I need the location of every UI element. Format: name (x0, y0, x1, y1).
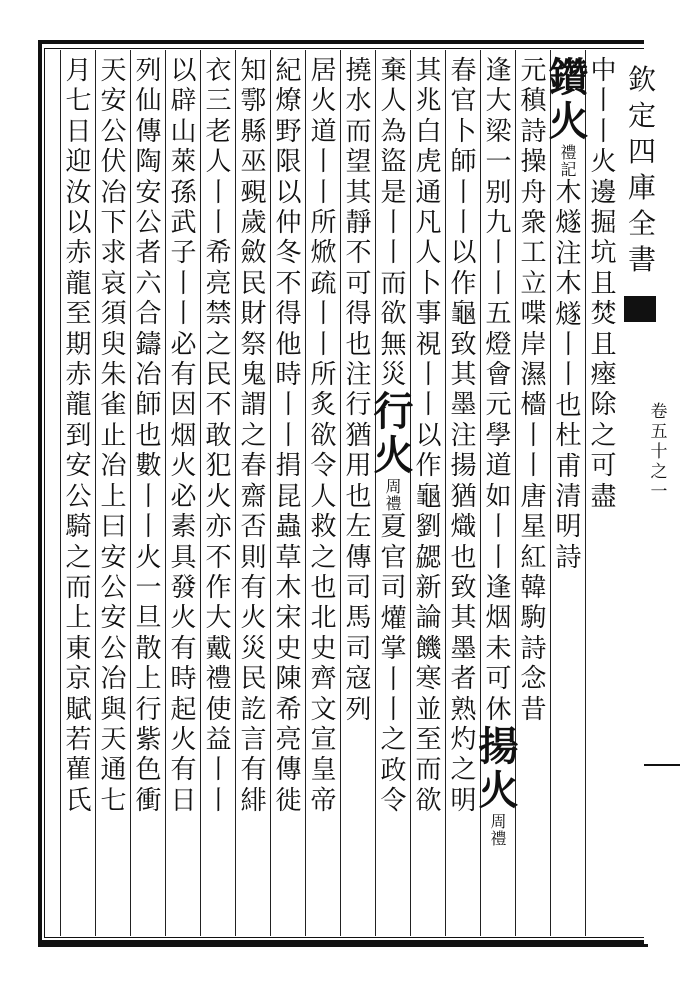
text-column-2 (548, 54, 589, 936)
text-column-6 (412, 56, 445, 936)
body-text: 列 仙 傳 陶 安 公 者 六 合 鑄 冶 師 也 數 丨 丨 火 一 旦 散 上 行 紫 色 衝 (135, 56, 162, 816)
body-text: 以 辟 山 萊 孫 武 子 丨 丨 必 有 因 烟 火 必 素 具 發 火 有 時 起 火 有 日 (170, 56, 197, 816)
body-text: 居 火 道 丨 丨 所 焮 疏 丨 丨 所 炙 欲 令 人 救 之 也 北 史 齊 文 宣 皇 帝 (310, 56, 337, 816)
text-column-3 (517, 56, 550, 936)
text-column-9 (307, 56, 340, 936)
text-column-13 (167, 56, 200, 936)
text-column-16 (62, 56, 95, 936)
body-text: 撓 水 而 望 其 靜 不 可 得 也 注 行 猶 用 也 左 傳 司 馬 司 寇 列 (345, 56, 372, 725)
body-text: 中 丨 丨 火 邊 掘 坑 且 焚 且 瘞 除 之 可 盡 (590, 56, 617, 512)
column-rule (165, 50, 166, 936)
margin-divider (644, 764, 680, 766)
body-text: 月 七 日 迎 汝 以 赤 龍 至 期 赤 龍 到 安 公 騎 之 而 上 東 京 賦 若 雚 氏 (65, 56, 92, 816)
heading-term: 鑽 火 (548, 54, 589, 145)
column-rule (130, 50, 131, 936)
text-column-5 (447, 56, 480, 936)
column-rule (270, 50, 271, 936)
body-text: 夏 官 司 爟 掌 丨 丨 之 政 令 (380, 512, 407, 817)
text-column-11 (237, 56, 270, 936)
column-rule (60, 50, 61, 936)
column-rule (410, 50, 411, 936)
column-rule (550, 50, 551, 936)
body-text: 衣 三 老 人 丨 丨 希 亮 禁 之 民 不 敢 犯 火 亦 不 作 大 戴 禮 使 益 丨 丨 (205, 56, 232, 816)
body-text: 春 官 卜 師 丨 丨 以 作 龜 致 其 墨 注 揚 猶 熾 也 致 其 墨 者 熟 灼 之 明 (450, 56, 477, 816)
text-column-7 (373, 56, 414, 936)
source-note: 禮 記 (560, 143, 577, 179)
body-text: 天 安 公 伏 冶 下 求 哀 須 臾 朱 雀 止 冶 上 曰 安 公 安 公 冶 與 天 通 七 (100, 56, 127, 816)
column-rule (95, 50, 96, 936)
source-note: 周 禮 (490, 811, 507, 848)
bottom-border (38, 944, 648, 947)
text-column-15 (97, 56, 130, 936)
heading-term: 行 火 (373, 388, 414, 480)
column-rule (235, 50, 236, 936)
column-rule (340, 50, 341, 936)
body-text: 知 鄠 縣 巫 覡 歲 斂 民 財 祭 鬼 謂 之 春 齋 否 則 有 火 災 民 訖 言 有 緋 (240, 56, 267, 816)
text-column-14 (132, 56, 165, 936)
text-column-12 (202, 56, 235, 936)
column-rule (305, 50, 306, 936)
column-rule (445, 50, 446, 936)
text-column-10 (272, 56, 305, 936)
column-rule (200, 50, 201, 936)
column-rule (375, 50, 376, 936)
body-text: 紀 燎 野 限 以 仲 冬 不 得 他 時 丨 丨 捐 昆 蟲 草 木 宋 史 陳 希 亮 傳 徙 (275, 56, 302, 816)
text-column-4 (478, 56, 519, 936)
source-note: 周 禮 (385, 477, 402, 514)
text-column-1 (587, 56, 620, 936)
body-text: 棄 人 為 盜 是 丨 丨 而 欲 無 災 (380, 56, 407, 391)
volume-label: 卷 五 十 之 一 (650, 402, 668, 502)
body-text: 其 兆 白 虎 通 凡 人 卜 事 視 丨 丨 以 作 龜 劉 勰 新 論 饑 寒 並 至 而 欲 (415, 56, 442, 816)
text-column-8 (342, 56, 375, 936)
fish-tail-mark (624, 296, 656, 322)
column-rule (585, 50, 586, 936)
body-text: 逢 大 梁 一 别 九 丨 丨 五 燈 會 元 學 道 如 丨 丨 逢 烟 未 可 休 (485, 56, 512, 725)
book-title: 欽 定 四 庫 全 書 (627, 63, 656, 276)
body-text: 元 稹 詩 操 舟 衆 工 立 喋 岸 濕 檣 丨 丨 唐 星 紅 韓 駒 詩 念 昔 (520, 56, 547, 725)
body-text: 木 燧 注 木 燧 丨 丨 也 杜 甫 清 明 詩 (555, 178, 582, 573)
heading-term: 揚 火 (478, 722, 519, 814)
